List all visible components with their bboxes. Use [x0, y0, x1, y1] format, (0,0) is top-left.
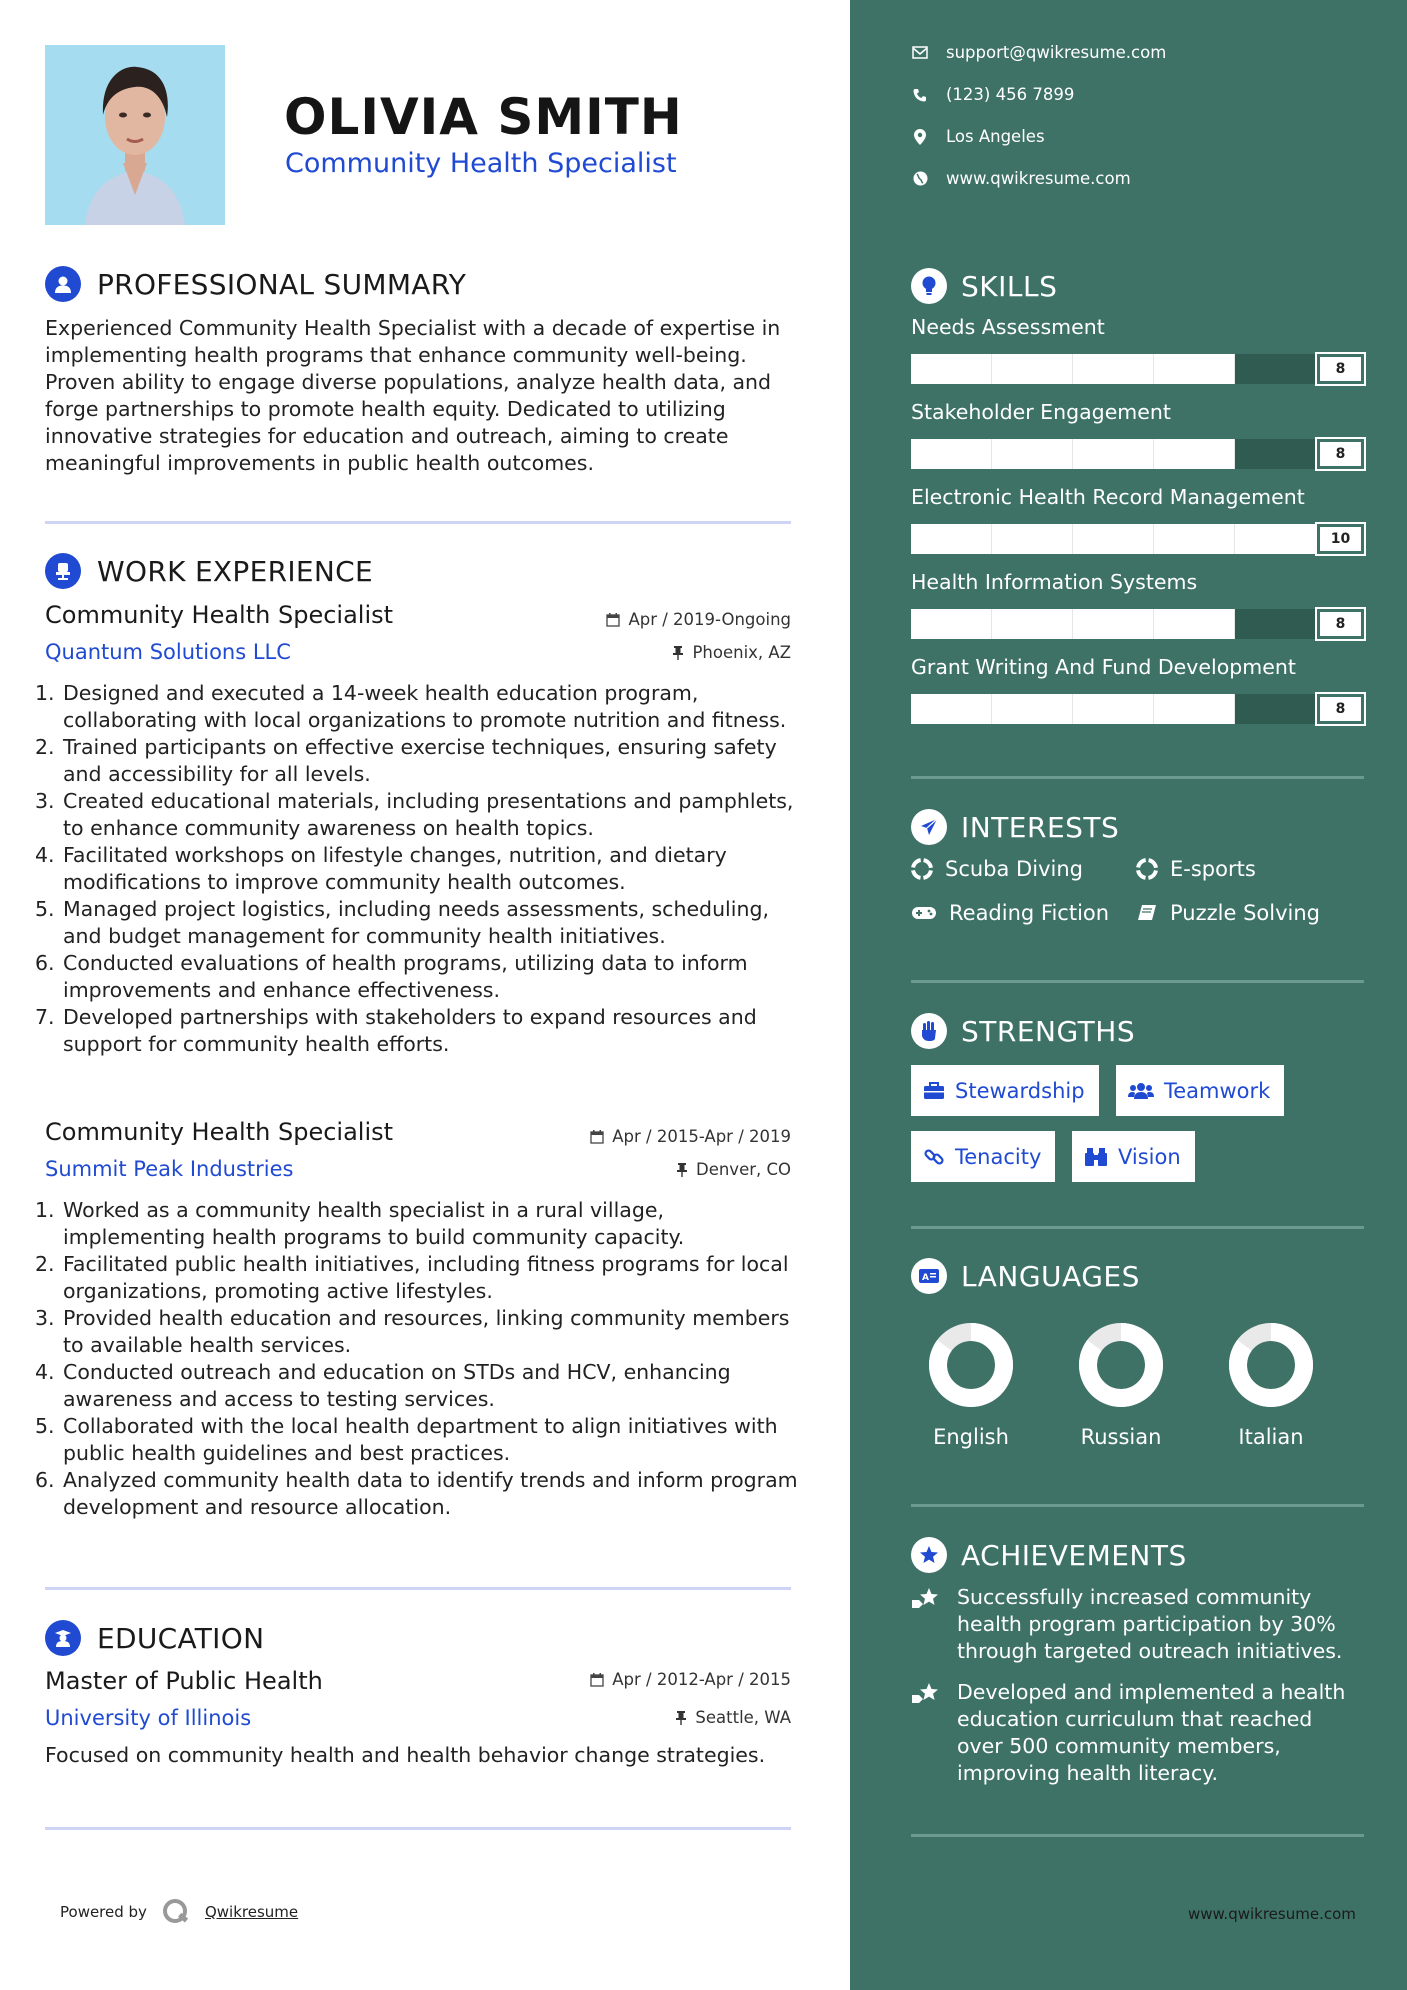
- skill-bar-segment: [1073, 694, 1154, 724]
- languages-heading: [911, 1258, 1140, 1294]
- pin-icon: [675, 1711, 687, 1725]
- skill-bar-segment: [911, 439, 992, 469]
- skills-title: SKILLS: [961, 269, 1058, 303]
- skill-bar-segment: [1073, 354, 1154, 384]
- job-dates-text: Apr / 2019-Ongoing: [628, 610, 791, 629]
- job-title: Community Health Specialist: [45, 1118, 394, 1146]
- calendar-icon: [590, 1130, 604, 1144]
- bullet-item: [35, 1305, 805, 1359]
- job-location-text: Denver, CO: [695, 1160, 791, 1179]
- language-chart: [911, 1320, 1031, 1414]
- language-icon: [911, 1258, 947, 1294]
- binoculars-icon: [1084, 1147, 1108, 1167]
- job-bullets: [35, 1197, 805, 1521]
- bullet-item: [35, 1251, 805, 1305]
- bullet-number: 3.: [35, 1306, 55, 1330]
- candidate-name: OLIVIA SMITH: [284, 88, 683, 146]
- skill-name: Electronic Health Record Management: [911, 485, 1305, 509]
- bullet-item: [35, 788, 805, 842]
- languages-title: LANGUAGES: [961, 1259, 1140, 1293]
- bullet-number: 6.: [35, 1468, 55, 1492]
- skill-bar-segment: [1235, 524, 1316, 554]
- language-label: Russian: [1080, 1425, 1162, 1449]
- achievement-item: [911, 1679, 1361, 1787]
- bullet-item: [35, 1467, 805, 1521]
- skill-score: 8: [1317, 609, 1364, 639]
- interest-label: E-sports: [1170, 857, 1256, 881]
- bullet-number: 5.: [35, 1414, 55, 1438]
- skill-bar-segment: [992, 439, 1073, 469]
- strengths-heading: [911, 1013, 1135, 1049]
- education-location: [675, 1708, 791, 1727]
- bullet-item: [35, 1359, 805, 1413]
- bullet-text: Worked as a community health specialist in a rural village, implementing health programs to build community capacity.: [63, 1198, 685, 1249]
- strength-badge: [911, 1065, 1099, 1116]
- bullet-item: [35, 842, 805, 896]
- strength-badge: [1116, 1065, 1284, 1116]
- interest-label: Reading Fiction: [949, 901, 1110, 925]
- language-label: Italian: [1238, 1425, 1304, 1449]
- users-icon: [1128, 1082, 1154, 1100]
- bullet-number: 5.: [35, 897, 55, 921]
- briefcase-icon: [923, 1082, 945, 1100]
- website-text: www.qwikresume.com: [946, 169, 1131, 188]
- strength-label: Tenacity: [955, 1144, 1042, 1169]
- skill-score: 8: [1317, 354, 1364, 384]
- education-dates: [590, 1670, 791, 1689]
- skill-bar-segment: [1235, 694, 1316, 724]
- footer-powered: [60, 1897, 298, 1927]
- bullet-text: Conducted evaluations of health programs, utilizing data to inform improvements and enhance effectiveness.: [63, 951, 748, 1002]
- bullet-number: 3.: [35, 789, 55, 813]
- skill-name: Grant Writing And Fund Development: [911, 655, 1296, 679]
- work-heading: [45, 553, 373, 589]
- job-title: Community Health Specialist: [45, 601, 394, 629]
- summary-text: Experienced Community Health Specialist with a decade of expertise in implementing health programs that enhance community well-being. Proven ability to engage diverse populations, analyze health data, and forge partnerships to promote health equity. Dedicated to utilizing innovative strategies for education and outreach, aiming to create meaningful improvements in public health outcomes.: [45, 316, 781, 475]
- skill-score: 8: [1317, 694, 1364, 724]
- education-title: EDUCATION: [97, 1621, 265, 1655]
- skill-score: 8: [1317, 439, 1364, 469]
- paper-plane-icon: [911, 809, 947, 845]
- candidate-title: Community Health Specialist: [285, 148, 677, 179]
- skill-bar-segment: [911, 694, 992, 724]
- profile-photo: [45, 45, 225, 225]
- gamepad-icon: [911, 904, 937, 922]
- skill-bar-segment: [992, 524, 1073, 554]
- job-location: [676, 1160, 791, 1179]
- divider: [45, 1587, 791, 1590]
- skill-bar-segment: [1154, 609, 1235, 639]
- email-text: support@qwikresume.com: [946, 43, 1167, 62]
- skill-bar-segment: [911, 524, 992, 554]
- interest-item: [1136, 901, 1320, 925]
- bullet-text: Facilitated public health initiatives, including fitness programs for local organizations, promoting active lifestyles.: [63, 1252, 789, 1303]
- bullet-item: [35, 1413, 805, 1467]
- bullet-number: 2.: [35, 735, 55, 759]
- bullet-text: Facilitated workshops on lifestyle changes, nutrition, and dietary modifications to improve community health outcomes.: [63, 843, 727, 894]
- achievements-title: ACHIEVEMENTS: [961, 1538, 1187, 1572]
- user-icon: [45, 266, 81, 302]
- job-location-text: Phoenix, AZ: [692, 643, 791, 662]
- interest-label: Puzzle Solving: [1170, 901, 1320, 925]
- job-dates-text: Apr / 2015-Apr / 2019: [612, 1127, 791, 1146]
- divider: [911, 980, 1364, 983]
- bullet-number: 2.: [35, 1252, 55, 1276]
- phone-text: (123) 456 7899: [946, 85, 1075, 104]
- education-location-text: Seattle, WA: [695, 1708, 791, 1727]
- skill-bar-segment: [992, 354, 1073, 384]
- skill-bar-segment: [1073, 439, 1154, 469]
- job-company: Quantum Solutions LLC: [45, 640, 291, 664]
- powered-by-text: Powered by: [60, 1903, 147, 1921]
- chair-icon: [45, 553, 81, 589]
- star-badge-icon: [911, 1537, 947, 1573]
- skill-bar-segment: [992, 694, 1073, 724]
- bullet-item: [35, 680, 805, 734]
- qwikresume-link[interactable]: Qwikresume: [204, 1903, 299, 1921]
- bullet-text: Managed project logistics, including needs assessments, scheduling, and budget management for community health initiatives.: [63, 897, 769, 948]
- qwikresume-logo-icon: [161, 1897, 191, 1927]
- achievement-text: Successfully increased community health program participation by 30% through targeted outreach initiatives.: [957, 1585, 1343, 1663]
- bullet-number: 4.: [35, 1360, 55, 1384]
- graduate-icon: [45, 1620, 81, 1656]
- divider: [45, 1827, 791, 1830]
- education-dates-text: Apr / 2012-Apr / 2015: [612, 1670, 791, 1689]
- language-chart: [1061, 1320, 1181, 1414]
- language-chart: [1211, 1320, 1331, 1414]
- hand-icon: [911, 1013, 947, 1049]
- divider: [911, 1226, 1364, 1229]
- interest-item: [911, 901, 1109, 925]
- bullet-number: 7.: [35, 1005, 55, 1029]
- skill-bar-segment: [1235, 609, 1316, 639]
- skill-bar-segment: [1154, 354, 1235, 384]
- interest-label: Scuba Diving: [945, 857, 1083, 881]
- skill-bar-segment: [1154, 524, 1235, 554]
- degree: Master of Public Health: [45, 1667, 323, 1695]
- strengths-title: STRENGTHS: [961, 1014, 1136, 1048]
- pin-icon: [672, 646, 684, 660]
- divider: [911, 1834, 1364, 1837]
- star-hand-icon: [911, 1584, 943, 1665]
- skill-bar: [911, 439, 1364, 469]
- language-label: English: [933, 1425, 1009, 1449]
- divider: [911, 1504, 1364, 1507]
- contact-website[interactable]: [912, 169, 1131, 188]
- education-heading: [45, 1620, 264, 1656]
- bullet-text: Trained participants on effective exercise techniques, ensuring safety and accessibility for all levels.: [63, 735, 777, 786]
- work-title: WORK EXPERIENCE: [97, 554, 373, 588]
- divider: [911, 776, 1364, 779]
- skill-bar-segment: [1073, 609, 1154, 639]
- bullet-number: 6.: [35, 951, 55, 975]
- bullet-text: Analyzed community health data to identify trends and inform program development and resource allocation.: [63, 1468, 798, 1519]
- bullet-item: [35, 1004, 805, 1058]
- bullet-item: [35, 1197, 805, 1251]
- bullet-item: [35, 734, 805, 788]
- skill-bar-segment: [1154, 439, 1235, 469]
- lightbulb-icon: [911, 268, 947, 304]
- calendar-icon: [606, 613, 620, 627]
- school: University of Illinois: [45, 1706, 252, 1730]
- svg-text:A: A: [922, 1273, 929, 1283]
- achievement-item: [911, 1584, 1361, 1665]
- job-company: Summit Peak Industries: [45, 1157, 294, 1181]
- book-icon: [1136, 903, 1158, 923]
- contact-location: [912, 127, 1045, 146]
- skill-bar-segment: [1154, 694, 1235, 724]
- bullet-text: Developed partnerships with stakeholders to expand resources and support for community health efforts.: [63, 1005, 757, 1056]
- skill-name: Health Information Systems: [911, 570, 1198, 594]
- bullet-item: [35, 950, 805, 1004]
- star-hand-icon: [911, 1679, 943, 1787]
- skill-name: Stakeholder Engagement: [911, 400, 1171, 424]
- skill-bar-segment: [1073, 524, 1154, 554]
- envelope-icon: [912, 45, 928, 61]
- skill-bar: [911, 524, 1364, 554]
- bullet-text: Collaborated with the local health department to align initiatives with public health guidelines and best practices.: [63, 1414, 778, 1465]
- skill-bar: [911, 609, 1364, 639]
- divider: [45, 521, 791, 524]
- pin-icon: [676, 1163, 688, 1177]
- interests-title: INTERESTS: [961, 810, 1120, 844]
- bullet-number: 1.: [35, 681, 55, 705]
- achievement-text: Developed and implemented a health education curriculum that reached over 500 community members, improving health literacy.: [957, 1680, 1346, 1785]
- strength-label: Vision: [1118, 1144, 1181, 1169]
- summary-title: PROFESSIONAL SUMMARY: [97, 267, 467, 301]
- bullet-text: Provided health education and resources, linking community members to available health services.: [63, 1306, 790, 1357]
- skill-bar-segment: [911, 354, 992, 384]
- life-ring-icon: [1136, 858, 1158, 880]
- job-location: [672, 643, 791, 662]
- location-text: Los Angeles: [946, 127, 1045, 146]
- contact-email[interactable]: [912, 43, 1166, 62]
- achievements-heading: [911, 1537, 1187, 1573]
- skill-bar: [911, 354, 1364, 384]
- skill-bar-segment: [1235, 439, 1316, 469]
- strength-label: Teamwork: [1164, 1078, 1271, 1103]
- phone-icon: [912, 87, 928, 103]
- calendar-icon: [590, 1673, 604, 1687]
- interest-item: [911, 857, 1083, 881]
- skill-name: Needs Assessment: [911, 315, 1105, 339]
- life-ring-icon: [911, 858, 933, 880]
- bullet-item: [35, 896, 805, 950]
- interests-heading: [911, 809, 1119, 845]
- bullet-text: Designed and executed a 14-week health education program, collaborating with local organizations to promote nutrition and fitness.: [63, 681, 787, 732]
- skill-score: 10: [1317, 524, 1364, 554]
- interest-item: [1136, 857, 1256, 881]
- link-icon: [923, 1146, 945, 1168]
- job-dates: [590, 1127, 791, 1146]
- summary-heading: [45, 266, 466, 302]
- education-description: Focused on community health and health behavior change strategies.: [45, 1743, 766, 1767]
- skill-bar-segment: [911, 609, 992, 639]
- globe-icon: [912, 171, 928, 187]
- bullet-number: 4.: [35, 843, 55, 867]
- job-bullets: [35, 680, 805, 1058]
- skill-bar-segment: [1235, 354, 1316, 384]
- bullet-number: 1.: [35, 1198, 55, 1222]
- footer-website[interactable]: www.qwikresume.com: [1188, 1905, 1356, 1923]
- bullet-text: Created educational materials, including presentations and pamphlets, to enhance community awareness on health topics.: [63, 789, 794, 840]
- strength-badge: [911, 1131, 1055, 1182]
- contact-phone[interactable]: [912, 85, 1074, 104]
- strength-label: Stewardship: [955, 1078, 1085, 1103]
- strength-badge: [1072, 1131, 1195, 1182]
- skills-heading: [911, 268, 1057, 304]
- skill-bar: [911, 694, 1364, 724]
- job-dates: [606, 610, 791, 629]
- skill-bar-segment: [992, 609, 1073, 639]
- bullet-text: Conducted outreach and education on STDs and HCV, enhancing awareness and access to testing services.: [63, 1360, 731, 1411]
- map-marker-icon: [912, 129, 928, 145]
